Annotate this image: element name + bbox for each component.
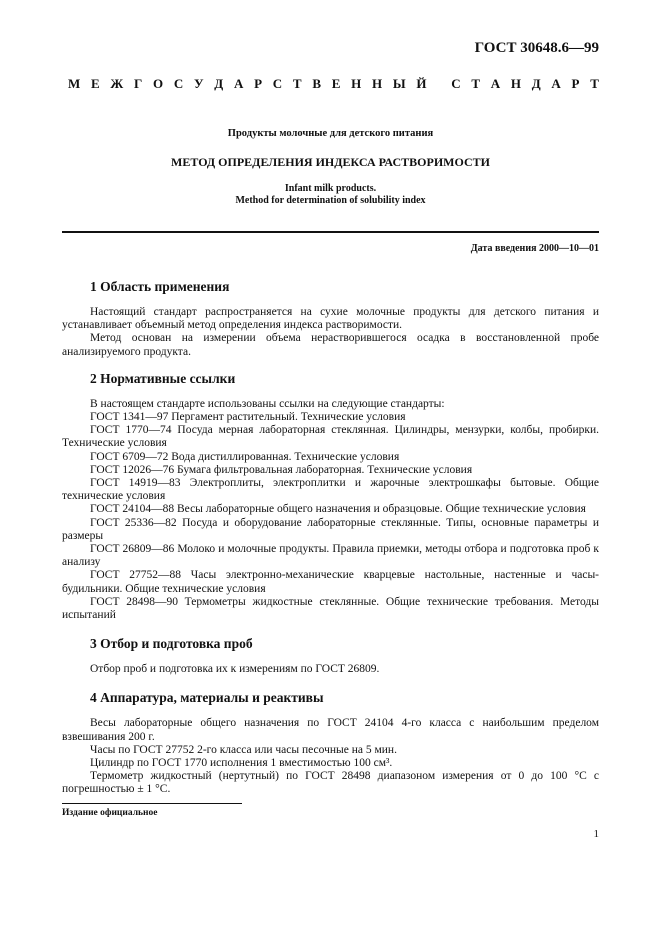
reference-item: ГОСТ 24104—88 Весы лабораторные общего назначения и образцовые. Общие технические условия — [90, 503, 586, 516]
document-number: ГОСТ 30648.6—99 — [474, 40, 599, 56]
banner-letter: Р — [254, 76, 263, 91]
paragraph: Термометр жидкостный (нертутный) по ГОСТ 28498 диапазоном измерения от 0 до 100 °С с погрешностью ± 1 °С. — [62, 770, 599, 796]
banner-letter: С — [173, 76, 184, 91]
reference-item: ГОСТ 25336—82 Посуда и оборудование лабораторные стеклянные. Типы, основные параметры и размеры — [62, 516, 599, 542]
interstate-standard-banner — [68, 76, 599, 92]
reference-item: ГОСТ 27752—88 Часы электронно-механические кварцевые настольные, настенные и часы-будильники. Общие технические условия — [62, 569, 599, 595]
header-divider — [62, 231, 599, 233]
paragraph: Цилиндр по ГОСТ 1770 исполнения 1 вместимостью 100 см³. — [90, 757, 393, 770]
banner-letter: С — [272, 76, 283, 91]
title-en — [62, 183, 599, 207]
banner-letter: Т — [590, 76, 599, 91]
official-edition-label: Издание официальное — [62, 808, 158, 818]
reference-item: ГОСТ 1341—97 Пергамент растительный. Технические условия — [90, 411, 406, 424]
banner-letter: Т — [471, 76, 480, 91]
banner-letter: Н — [372, 76, 383, 91]
reference-item: ГОСТ 12026—76 Бумага фильтровальная лабораторная. Технические условия — [90, 463, 473, 476]
banner-letter: М — [68, 76, 81, 91]
banner-spacer — [437, 76, 440, 92]
document-body — [62, 279, 599, 797]
banner-letter: Е — [91, 76, 100, 91]
banner-letter: Р — [571, 76, 580, 91]
subject-title-en: Infant milk products. — [284, 183, 377, 194]
banner-letter: Й — [416, 76, 427, 91]
banner-letter: Е — [331, 76, 341, 91]
banner-letter: Ы — [392, 76, 406, 91]
banner-letter: Т — [292, 76, 302, 91]
reference-item: ГОСТ 14919—83 Электроплиты, электроплитки и жарочные электрошкафы бытовые. Общие технические условия — [62, 477, 599, 503]
banner-letter: Ж — [110, 76, 124, 91]
reference-item: ГОСТ 26809—86 Молоко и молочные продукты. Правила приемки, методы отбора и подготовка проб к анализу — [62, 543, 599, 569]
reference-item: ГОСТ 6709—72 Вода дистиллированная. Технические условия — [90, 450, 400, 463]
section-heading-references: 2 Нормативные ссылки — [90, 370, 236, 386]
banner-letter: Н — [510, 76, 521, 91]
paragraph: Метод основан на измерении объема нерастворившегося осадка в восстановленной пробе анализируемого продукта. — [62, 332, 599, 358]
subject-title-ru: Продукты молочные для детского питания — [227, 128, 434, 139]
banner-letter: Д — [214, 76, 224, 91]
banner-letter: А — [551, 76, 561, 91]
banner-letter: С — [451, 76, 461, 91]
banner-letter: В — [312, 76, 321, 91]
paragraph: Часы по ГОСТ 27752 2-го класса или часы песочные на 5 мин. — [90, 743, 397, 756]
footer-divider — [62, 803, 242, 804]
paragraph: В настоящем стандарте использованы ссылки на следующие стандарты: — [90, 397, 445, 410]
banner-letter: Д — [531, 76, 541, 91]
banner-letter: У — [194, 76, 204, 91]
page-number: 1 — [593, 828, 599, 840]
banner-letter: А — [233, 76, 244, 91]
banner-letter: А — [490, 76, 501, 91]
method-title-ru: МЕТОД ОПРЕДЕЛЕНИЯ ИНДЕКСА РАСТВОРИМОСТИ — [171, 155, 490, 169]
banner-letter: Г — [134, 76, 143, 91]
banner-letter: О — [153, 76, 164, 91]
method-title-en: Method for determination of solubility index — [235, 195, 426, 206]
section-heading-apparatus: 4 Аппаратура, материалы и реактивы — [90, 690, 324, 706]
section-heading-scope: 1 Область применения — [90, 279, 230, 294]
reference-item: ГОСТ 1770—74 Посуда мерная лабораторная стеклянная. Цилиндры, мензурки, колбы, пробирки. Технические условия — [62, 424, 599, 450]
introduction-date: Дата введения 2000—10—01 — [470, 243, 599, 254]
banner-letter: Н — [351, 76, 362, 91]
paragraph: Настоящий стандарт распространяется на сухие молочные продукты для детского питания и устанавливает объемный метод определения индекса растворимости. — [62, 306, 599, 332]
paragraph: Весы лабораторные общего назначения по ГОСТ 24104 4-го класса с наибольшим пределом взвешивания 200 г. — [62, 717, 599, 743]
reference-item: ГОСТ 28498—90 Термометры жидкостные стеклянные. Общие технические требования. Методы испытаний — [62, 595, 599, 622]
paragraph: Отбор проб и подготовка их к измерениям по ГОСТ 26809. — [90, 663, 380, 676]
section-heading-sampling: 3 Отбор и подготовка проб — [90, 636, 253, 652]
